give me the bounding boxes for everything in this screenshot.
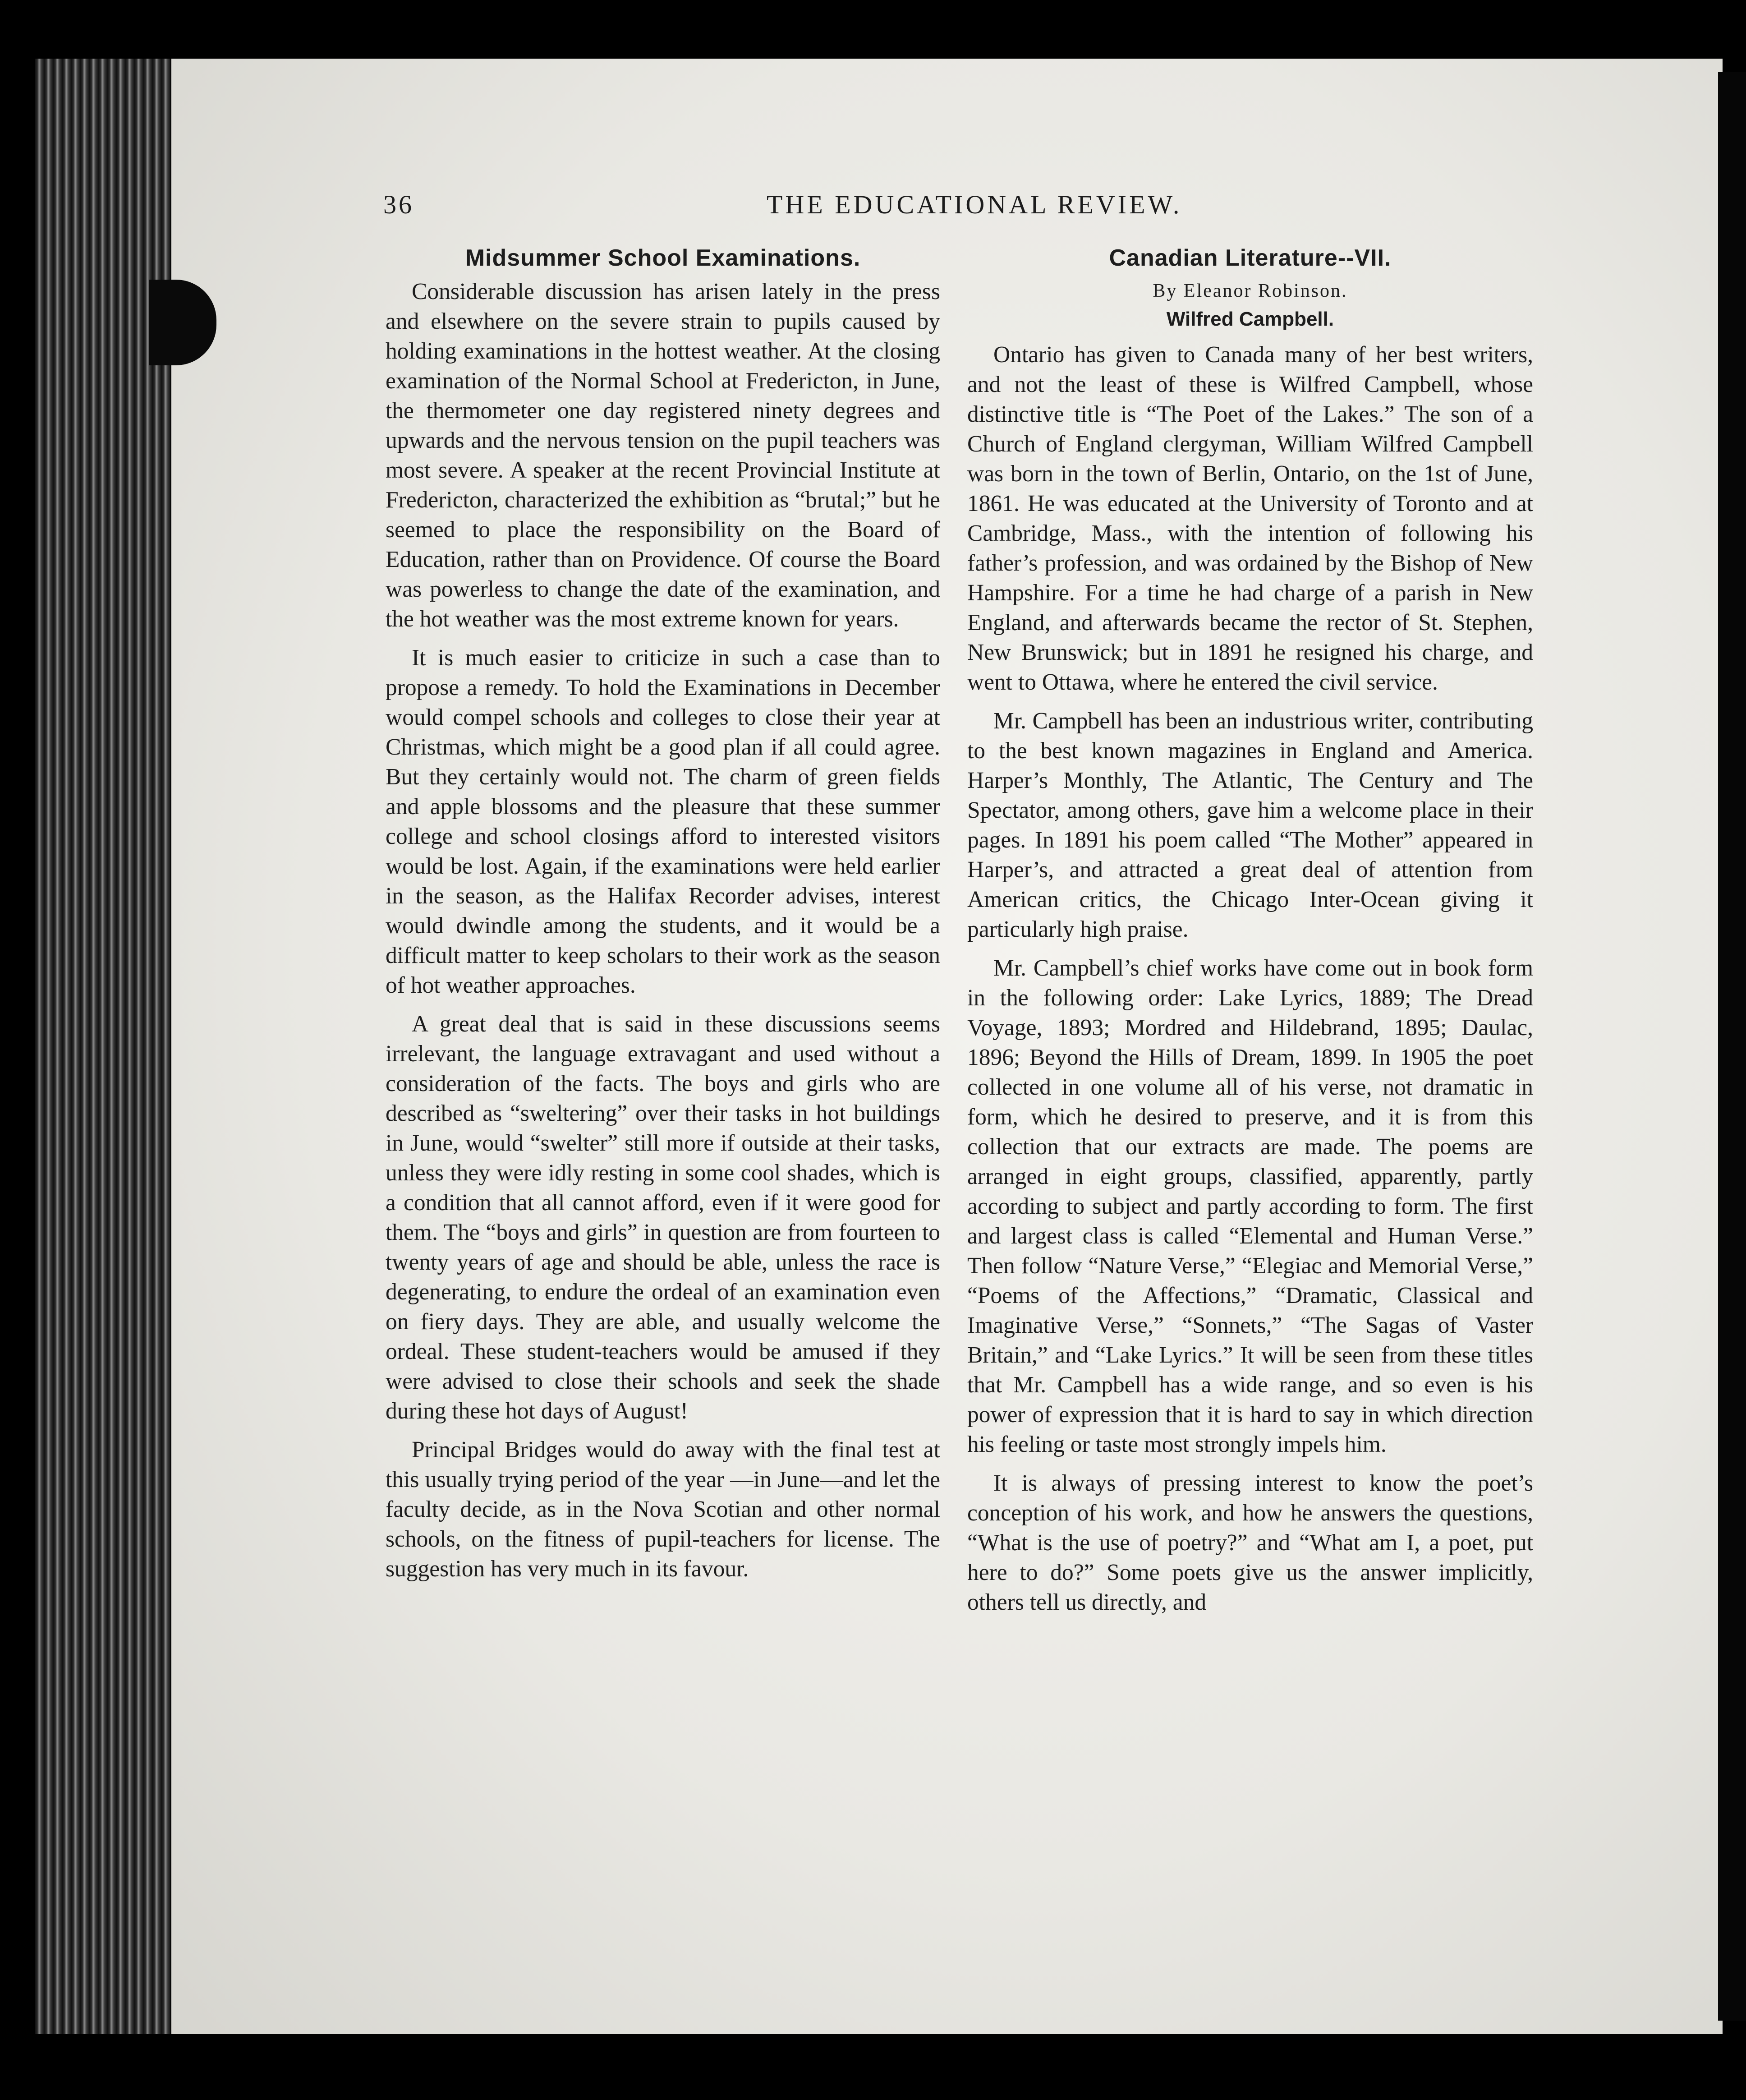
right-page-edge [1718,72,1746,2021]
paragraph: It is always of pressing interest to know the poet’s conception of his work, and how he answers the questions, “What is the use of poetry?” and “What am I, a poet, put here to do?” Some poets give us the answer implicitly, others tell us directly, and [967,1470,1533,1615]
paragraph: Ontario has given to Canada many of her best writers, and not the least of these is Wilfred Campbell, whose distinctive title is “The Poet of the Lakes.” The son of a Church of England clergyman, William Wilfred Campbell was born in the town of Berlin, Ontario, on the 1st of June, 1861. He was educated at the University of Toronto and at Cambridge, Mass., with the intention of following his father’s profession, and was ordained by the Bishop of New Hampshire. For a time he had charge of a parish in New England, and afterwards became the rector of St. Stephen, New Brunswick; but in 1891 he resigned his charge, and went to Ottawa, where he entered the civil service. [967,342,1533,695]
paragraph: Principal Bridges would do away with the final test at this usually trying period of the year —in June—and let the faculty decide, as in the Nova Scotian and other normal schools, on the fitness of pupil-teachers for license. The suggestion has very much in its favour. [386,1437,940,1582]
article-byline: By Eleanor Robinson. [1153,281,1348,301]
running-header [212,189,1190,230]
paragraph: Mr. Campbell’s chief works have come out in book form in the following order: Lake Lyrics, 1889; The Dread Voyage, 1893; Mordred and Hildebrand, 1895; Daulac, 1896; Beyond the Hills of Dream, 1899. In 1905 the poet collected in one volume all of his verse, not dramatic in form, which he desired to preserve, and it is from this collection that our extracts are made. The poems are arranged in eight groups, classified, apparently, partly according to subject and partly according to form. The first and largest class is called “Elemental and Human Verse.” Then follow “Nature Verse,” “Elegiac and Memorial Verse,” “Poems of the Affections,” “Dramatic, Classical and Imaginative Verse,” “Sonnets,” “The Sagas of Vaster Britain,” and “Lake Lyrics.” It will be seen from these titles that Mr. Campbell has a wide range, and so even is his power of expression that it is hard to say in which direction his feeling or taste most strongly impels him. [967,955,1533,1457]
article-subtitle: Wilfred Campbell. [1166,308,1334,330]
paragraph: It is much easier to criticize in such a case than to propose a remedy. To hold the Examinations in December would compel schools and colleges to close their year at Christmas, which might be a good plan if all could agree. But they certainly would not. The charm of green fields and apple blossoms and the pleasure that these summer college and school closings afford to interested visitors would be lost. Again, if the examinations were held earlier in the season, as the Halifax Recorder advises, interest would dwindle among the students, and it would be a difficult matter to keep scholars to their work as the season of hot weather approaches. [386,645,940,998]
paragraph: A great deal that is said in these discussions seems irrelevant, the language extravagant and used without a consideration of the facts. The boys and girls who are described as “sweltering” over their tasks in hot buildings in June, would “swelter” still more if outside at their tasks, unless they were idly resting in some cool shades, which is a condition that all cannot afford, even if it were good for them. The “boys and girls” in question are from fourteen to twenty years of age and should be able, unless the race is degenerating, to endure the ordeal of an examination even on fiery days. They are able, and usually welcome the ordeal. These student-teachers would be amused if they were advised to close their schools and seek the shade during these hot days of August! [386,1011,940,1424]
paragraph: Considerable discussion has arisen lately in the press and elsewhere on the severe strain to pupils caused by holding examinations in the hottest weather. At the closing examination of the Normal School at Fredericton, in June, the thermometer one day registered ninety degrees and upwards and the nervous tension on the pupil teachers was most severe. A speaker at the recent Provincial Institute at Fredericton, characterized the exhibition as “brutal;” but he seemed to place the responsibility on the Board of Education, rather than on Providence. Of course the Board was powerless to change the date of the examination, and the hot weather was the most extreme known for years. [386,279,940,632]
journal-title: THE EDUCATIONAL REVIEW. [767,190,1182,219]
paragraph: Mr. Campbell has been an industrious writer, contributing to the best known magazines in England and America. Harper’s Monthly, The Atlantic, The Century and The Spectator, among others, gave him a welcome place in their pages. In 1891 his poem called “The Mother” appeared in Harper’s, and attracted a great deal of attention from American critics, the Chicago Inter-Ocean giving it particularly high praise. [967,708,1533,942]
right-column [967,244,1533,1626]
left-column [386,244,940,1593]
page-number: 36 [383,190,414,219]
article-title-midsummer: Midsummer School Examinations. [465,245,861,271]
article-title-canadian-literature: Canadian Literature--VII. [1109,245,1392,271]
